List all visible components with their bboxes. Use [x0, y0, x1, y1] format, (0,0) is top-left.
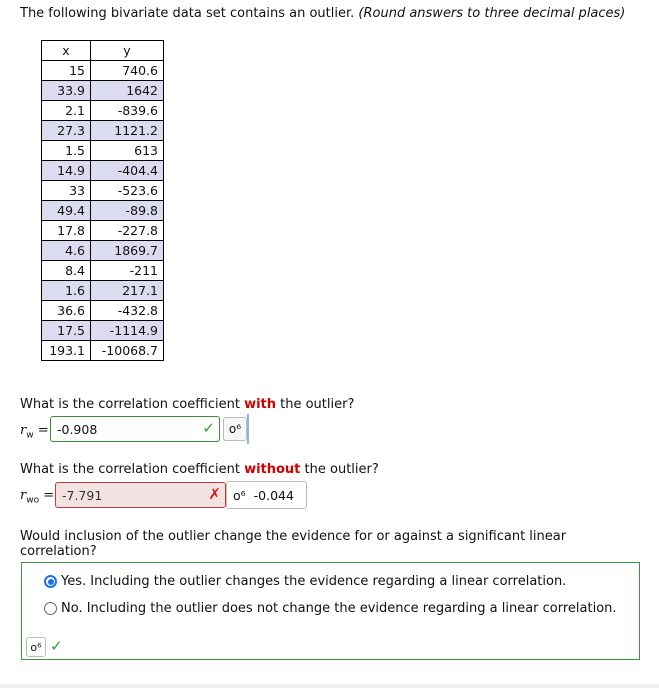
q2-text-before: What is the correlation coefficient: [20, 462, 245, 477]
correct-answer-value: -0.044: [253, 487, 294, 503]
key-icon-glyph: o⁶: [30, 640, 42, 654]
q3-line1: Would inclusion of the outlier change the evidence for or against a significant linear: [20, 529, 567, 544]
table-row: [42, 101, 164, 121]
question-significance: [20, 529, 566, 559]
r-symbol: r: [20, 488, 27, 503]
cell-y: -432.8: [91, 301, 164, 321]
q1-text-before: What is the correlation coefficient: [20, 397, 245, 412]
table-row: [42, 261, 164, 281]
key-icon[interactable]: [26, 637, 46, 657]
cell-x: 193.1: [42, 341, 91, 361]
option-yes[interactable]: [44, 574, 566, 589]
table-row: [42, 181, 164, 201]
cell-x: 8.4: [42, 261, 91, 281]
q3-line2: correlation?: [20, 544, 97, 559]
cell-y: 217.1: [91, 281, 164, 301]
key-icon-glyph: o⁶: [228, 422, 242, 436]
cell-y: 740.6: [91, 61, 164, 81]
correct-answer-box: [226, 481, 307, 509]
cell-y: -227.8: [91, 221, 164, 241]
table-row: [42, 241, 164, 261]
header-y: y: [91, 41, 164, 61]
table-row: [42, 221, 164, 241]
check-icon: ✓: [202, 419, 215, 437]
cell-x: 2.1: [42, 101, 91, 121]
table-row: [42, 121, 164, 141]
check-icon: ✓: [50, 637, 63, 655]
option-no-label: No. Including the outlier does not change the evidence regarding a linear correlation.: [61, 601, 617, 616]
instructions: [20, 6, 625, 21]
q2-emphasis: without: [244, 462, 301, 477]
cell-x: 15: [42, 61, 91, 81]
cell-x: 27.3: [42, 121, 91, 141]
q2-text-after: the outlier?: [300, 462, 379, 477]
r-without-value: -7.791: [62, 487, 103, 503]
cell-x: 14.9: [42, 161, 91, 181]
table-row: [42, 141, 164, 161]
cell-y: -404.4: [91, 161, 164, 181]
cell-y: -1114.9: [91, 321, 164, 341]
r-without-label: [20, 488, 54, 506]
r-subscript: w: [26, 430, 34, 441]
option-yes-label: Yes. Including the outlier changes the evidence regarding a linear correlation.: [61, 574, 567, 589]
r-symbol: r: [20, 423, 27, 438]
cell-y: 1869.7: [91, 241, 164, 261]
q1-emphasis: with: [244, 397, 276, 412]
cell-y: 1642: [91, 81, 164, 101]
r-with-label: [20, 423, 49, 441]
cell-y: -523.6: [91, 181, 164, 201]
r-with-value: -0.908: [57, 421, 98, 437]
rounding-note: (Round answers to three decimal places): [358, 6, 626, 21]
cell-x: 17.5: [42, 321, 91, 341]
header-x: x: [42, 41, 91, 61]
cell-y: -211: [91, 261, 164, 281]
table-row: [42, 281, 164, 301]
cell-x: 33: [42, 181, 91, 201]
q1-text-after: the outlier?: [276, 397, 355, 412]
cell-x: 33.9: [42, 81, 91, 101]
footer-strip: [0, 684, 659, 688]
x-icon: ✗: [208, 485, 221, 503]
cell-x: 49.4: [42, 201, 91, 221]
r-with-input[interactable]: [50, 416, 220, 442]
cell-x: 17.8: [42, 221, 91, 241]
table-row: [42, 341, 164, 361]
cell-y: -10068.7: [91, 341, 164, 361]
equals-sign: =: [33, 423, 49, 438]
cell-x: 4.6: [42, 241, 91, 261]
table-row: [42, 201, 164, 221]
table-row: [42, 321, 164, 341]
choices-box: [21, 562, 640, 660]
cursor-bar: [247, 414, 249, 444]
radio-selected[interactable]: [44, 575, 57, 588]
r-without-input[interactable]: [55, 482, 226, 508]
table-header-row: [42, 41, 164, 61]
key-icon[interactable]: o⁶: [233, 487, 246, 503]
table-row: [42, 301, 164, 321]
r-subscript: wo: [26, 495, 40, 506]
instructions-text: The following bivariate data set contains an outlier.: [20, 6, 359, 21]
question-without-outlier: [20, 462, 379, 477]
cell-x: 1.5: [42, 141, 91, 161]
cell-y: -89.8: [91, 201, 164, 221]
key-icon[interactable]: [223, 417, 247, 441]
question-with-outlier: [20, 397, 354, 412]
table-row: [42, 81, 164, 101]
option-no[interactable]: [44, 601, 617, 616]
cell-x: 1.6: [42, 281, 91, 301]
table-row: [42, 61, 164, 81]
data-table: [41, 40, 164, 361]
equals-sign: =: [39, 488, 55, 503]
cell-y: 613: [91, 141, 164, 161]
cell-y: 1121.2: [91, 121, 164, 141]
cell-y: -839.6: [91, 101, 164, 121]
radio-unselected[interactable]: [44, 602, 57, 615]
table-row: [42, 161, 164, 181]
cell-x: 36.6: [42, 301, 91, 321]
